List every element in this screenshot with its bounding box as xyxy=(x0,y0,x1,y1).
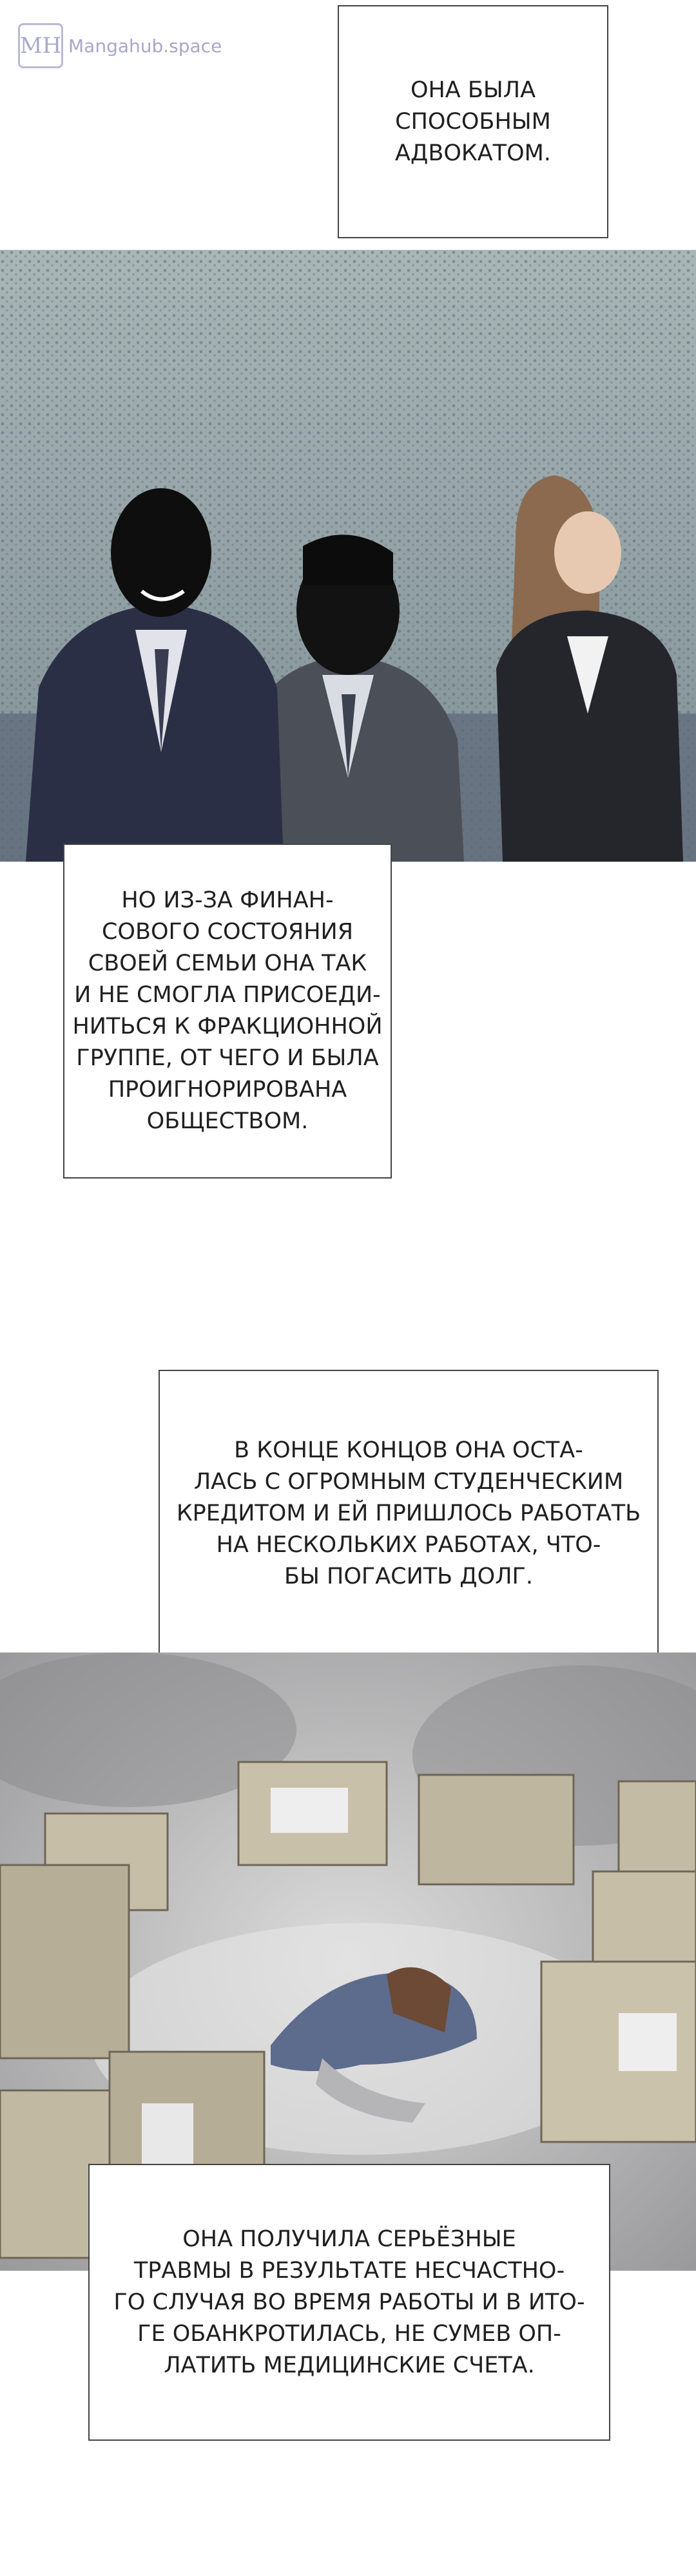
watermark-logo xyxy=(18,23,222,68)
caption-box-4: ОНА ПОЛУЧИЛА СЕРЬЁЗНЫЕ ТРАВМЫ В РЕЗУЛЬТАТЕ НЕСЧАСТНО- ГО СЛУЧАЯ ВО ВРЕМЯ РАБОТЫ И В ИТО- ГЕ ОБАНКРОТИЛАСЬ, НЕ СУМЕВ ОП- ЛАТИТЬ МЕДИЦИНСКИЕ СЧЕТА. xyxy=(88,2164,610,2441)
panel-lawyers-walking xyxy=(0,250,696,862)
caption-box-2: НО ИЗ-ЗА ФИНАН- СОВОГО СОСТОЯНИЯ СВОЕЙ СЕМЬИ ОНА ТАК И НЕ СМОГЛА ПРИСОЕДИ- НИТЬСЯ К ФРАКЦИОННОЙ ГРУППЕ, ОТ ЧЕГО И БЫЛА ПРОИГНОРИРОВАНА ОБЩЕСТВОМ. xyxy=(63,844,392,1179)
logo-mark: MH xyxy=(18,23,63,68)
caption-box-3: В КОНЦЕ КОНЦОВ ОНА ОСТА- ЛАСЬ С ОГРОМНЫМ СТУДЕНЧЕСКИМ КРЕДИТОМ И ЕЙ ПРИШЛОСЬ РАБОТАТЬ НА НЕСКОЛЬКИХ РАБОТАХ, ЧТО- БЫ ПОГАСИТЬ ДОЛГ. xyxy=(159,1370,659,1657)
caption-box-1: ОНА БЫЛА СПОСОБНЫМ АДВОКАТОМ. xyxy=(338,5,608,238)
watermark-text: Mangahub.space xyxy=(68,35,222,57)
